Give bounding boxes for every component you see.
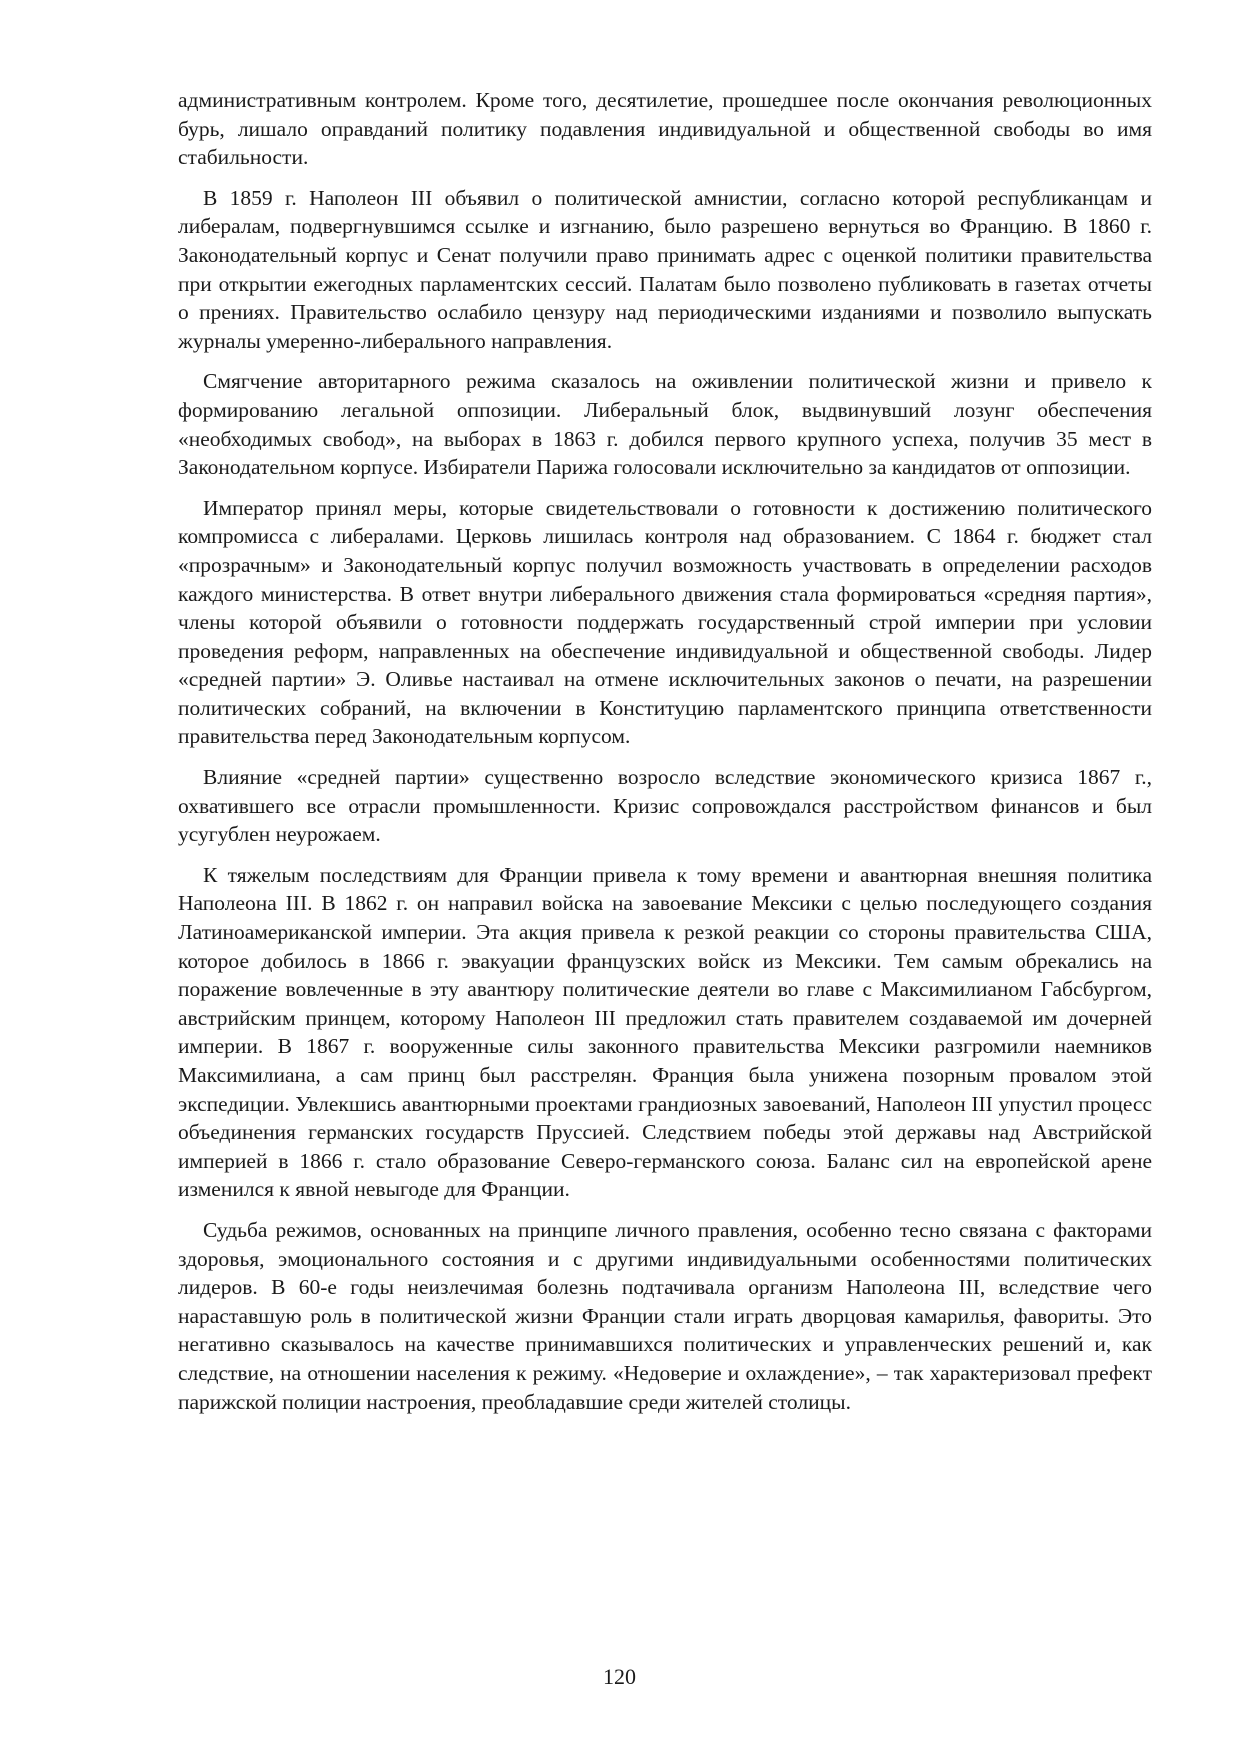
paragraph-1: административным контролем. Кроме того, десятилетие, прошедшее после окончания революционных бурь, лишало оправданий политику подавления индивидуальной и общественной свободы во имя стабильности. (178, 88, 1152, 170)
paragraph-6: К тяжелым последствиям для Франции привела к тому времени и авантюрная внешняя политика Наполеона III. В 1862 г. он направил войска на завоевание Мексики с целью последующего создания Латиноамериканской империи. Эта акция привела к резкой реакции со стороны правительства США, которое добилось в 1866 г. эвакуации французских войск из Мексики. Тем самым обрекались на поражение вовлеченные в эту авантюру политические деятели во главе с Максимилианом Габсбургом, австрийским принцем, которому Наполеон III предложил стать правителем создаваемой им дочерней империи. В 1867 г. вооруженные силы законного правительства Мексики разгромили наемников Максимилиана, а сам принц был расстрелян. Франция была унижена позорным провалом этой экспедиции. Увлекшись авантюрными проектами грандиозных завоеваний, Наполеон III упустил процесс объединения германских государств Пруссией. Следствием победы этой державы над Австрийской империей в 1866 г. стало образование Северо-германского союза. Баланс сил на европейской арене изменился к явной невыгоде для Франции. (178, 862, 1152, 1202)
page-number: 120 (603, 1664, 636, 1689)
paragraph-2: В 1859 г. Наполеон III объявил о политической амнистии, согласно которой республиканцам и либералам, подвергнувшимся ссылке и изгнанию, было разрешено вернуться во Францию. В 1860 г. Законодательный корпус и Сенат получили право принимать адрес с оценкой политики правительства при открытии ежегодных парламентских сессий. Палатам было позволено публиковать в газетах отчеты о прениях. Правительство ослабило цензуру над периодическими изданиями и позволило выпускать журналы умеренно-либерального направления. (178, 185, 1152, 353)
paragraph-5: Влияние «средней партии» существенно возросло вследствие экономического кризиса 1867 г., охватившего все отрасли промышленности. Кризис сопровождался расстройством финансов и был усугублен неурожаем. (178, 765, 1152, 847)
paragraph-3: Смягчение авторитарного режима сказалось на оживлении политической жизни и привело к формированию легальной оппозиции. Либеральный блок, выдвинувший лозунг обеспечения «необходимых свобод», на выборах в 1863 г. добился первого крупного успеха, получив 35 мест в Законодательном корпусе. Избиратели Парижа голосовали исключительно за кандидатов от оппозиции. (178, 369, 1152, 480)
paragraph-4: Император принял меры, которые свидетельствовали о готовности к достижению политического компромисса с либералами. Церковь лишилась контроля над образованием. С 1864 г. бюджет стал «прозрачным» и Законодательный корпус получил возможность участвовать в определении расходов каждого министерства. В ответ внутри либерального движения стала формироваться «средняя партия», члены которой объявили о готовности поддержать государственный строй империи при условии проведения реформ, направленных на обеспечение индивидуальной и общественной свободы. Лидер «средней партии» Э. Оливье настаивал на отмене исключительных законов о печати, на разрешении политических собраний, на включении в Конституцию парламентского принципа ответственности правительства перед Законодательным корпусом. (178, 495, 1152, 749)
paragraph-7: Судьба режимов, основанных на принципе личного правления, особенно тесно связана с факторами здоровья, эмоционального состояния и с другими индивидуальными особенностями политических лидеров. В 60-е годы неизлечимая болезнь подтачивала организм Наполеона III, вследствие чего нараставшую роль в политической жизни Франции стали играть дворцовая камарилья, фавориты. Это негативно сказывалось на качестве принимавшихся политических и управленческих решений и, как следствие, на отношении населения к режиму. «Недоверие и охлаждение», – так характеризовал префект парижской полиции настроения, преобладавшие среди жителей столицы. (178, 1217, 1152, 1414)
page-body (178, 86, 1152, 1428)
